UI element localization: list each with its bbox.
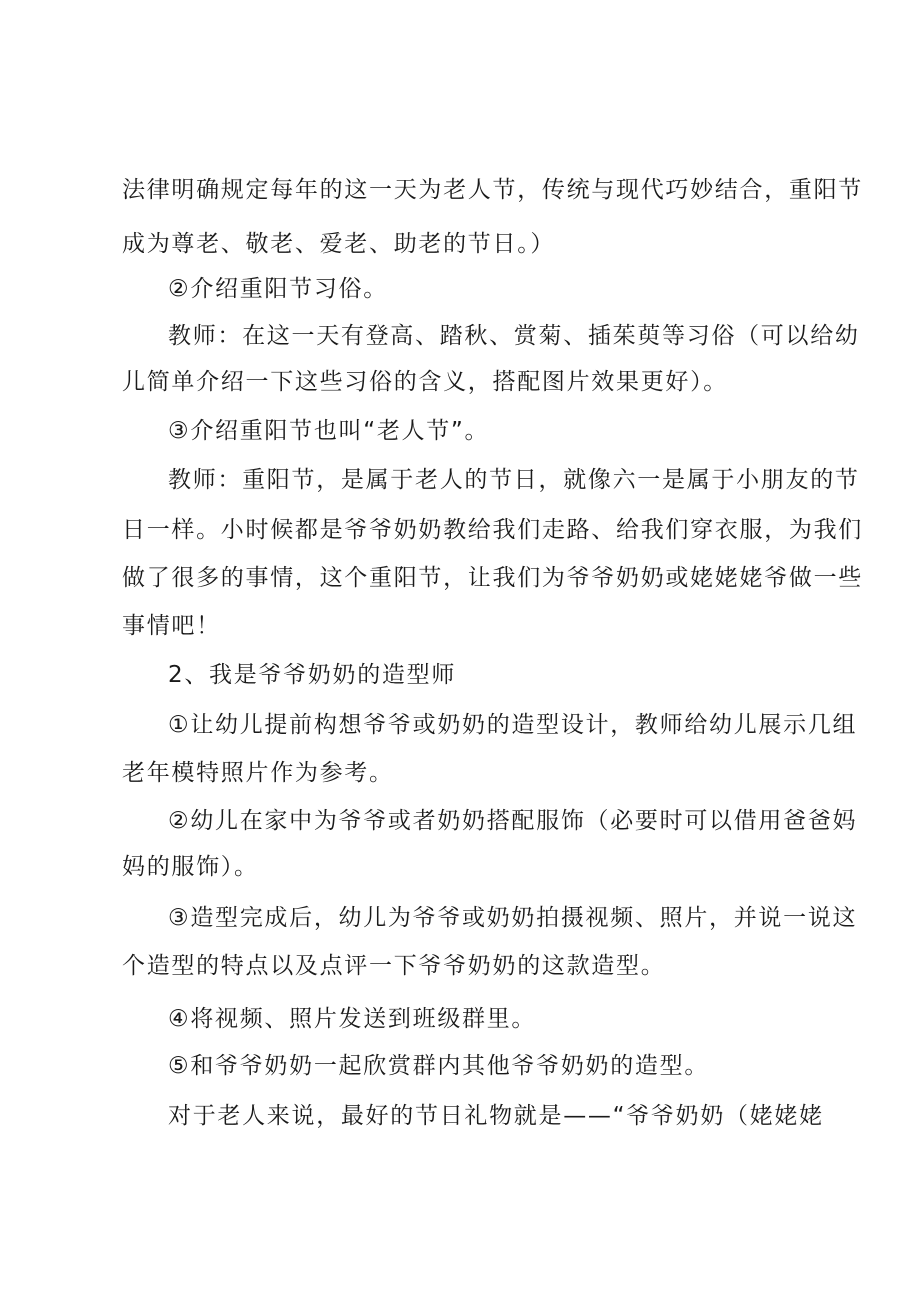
- text-line: 妈的服饰）。: [122, 854, 259, 880]
- text-line: 教师：重阳节，是属于老人的节日，就像六一是属于小朋友的节: [168, 467, 860, 493]
- list-item: ⑤和爷爷奶奶一起欣赏群内其他爷爷奶奶的造型。: [168, 1053, 710, 1079]
- text-line: 个造型的特点以及点评一下爷爷奶奶的这款造型。: [122, 953, 666, 979]
- text-line: 教师：在这一天有登高、踏秋、赏菊、插茱萸等习俗（可以给幼: [168, 323, 860, 349]
- text-line: 对于老人来说，最好的节日礼物就是——“爷爷奶奶（姥姥姥: [168, 1103, 824, 1129]
- text-line: 日一样。小时候都是爷爷奶奶教给我们走路、给我们穿衣服，为我们: [122, 517, 863, 543]
- list-item: ③造型完成后，幼儿为爷爷或奶奶拍摄视频、照片，并说一说这: [168, 905, 858, 931]
- text-line: 做了很多的事情，这个重阳节，让我们为爷爷奶奶或姥姥姥爷做一些: [122, 565, 863, 591]
- list-item: ②介绍重阳节习俗。: [168, 276, 388, 302]
- text-line: 法律明确规定每年的这一天为老人节，传统与现代巧妙结合，重阳节: [122, 177, 863, 203]
- text-line: 儿简单介绍一下这些习俗的含义，搭配图片效果更好）。: [122, 369, 728, 395]
- list-item: ④将视频、照片发送到班级群里。: [168, 1006, 537, 1032]
- text-line: 事情吧！: [122, 613, 221, 639]
- list-item: ①让幼儿提前构想爷爷或奶奶的造型设计，教师给幼儿展示几组: [168, 712, 858, 738]
- section-heading: 2、我是爷爷奶奶的造型师: [168, 662, 457, 688]
- list-item: ②幼儿在家中为爷爷或者奶奶搭配服饰（必要时可以借用爸爸妈: [168, 808, 858, 834]
- list-item: ③介绍重阳节也叫“老人节”。: [168, 418, 490, 444]
- text-line: 老年模特照片作为参考。: [122, 760, 394, 786]
- text-line: 成为尊老、敬老、爱老、助老的节日。）: [122, 231, 556, 257]
